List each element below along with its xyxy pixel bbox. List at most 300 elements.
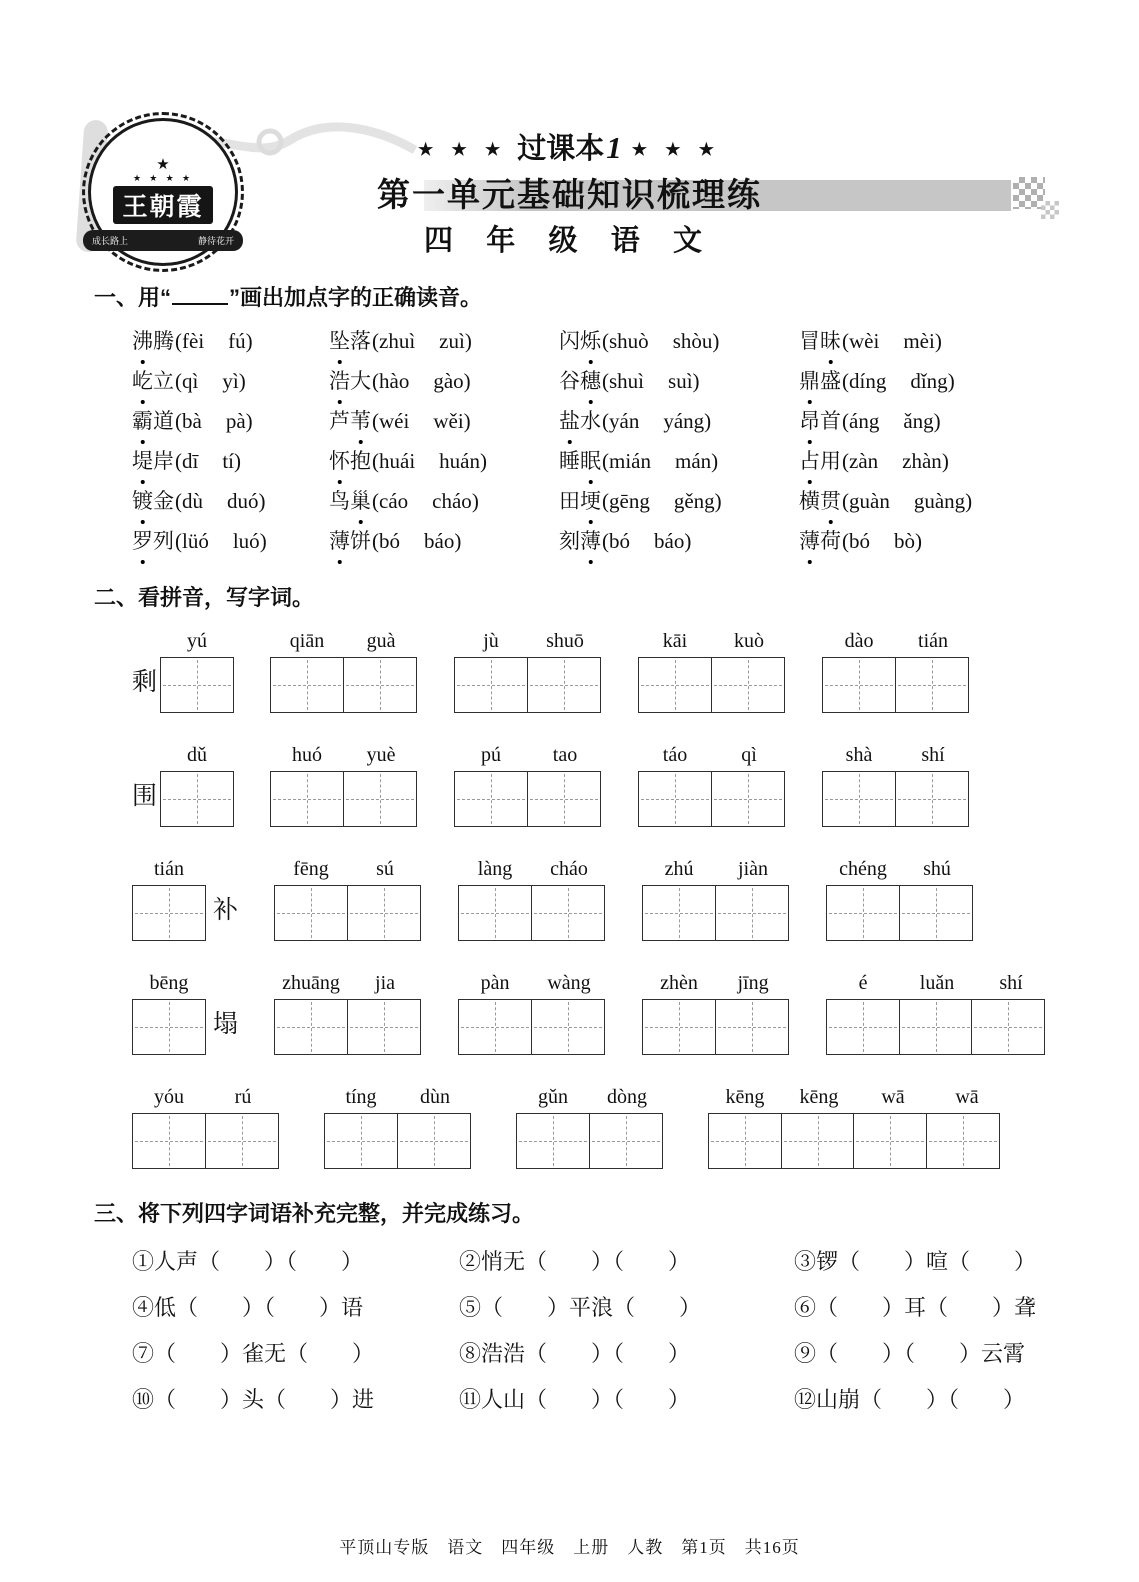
writing-boxes [160, 771, 234, 827]
pinyin-syllable: wā [955, 1086, 979, 1108]
pinyin-option-1: shuì [609, 369, 645, 393]
pinyin-syllable: tíng [345, 1086, 377, 1108]
section-one-header-suffix: ”画出加点字的正确读音。 [229, 285, 483, 310]
word-char: 烁 [580, 321, 601, 361]
word-char: 金 [153, 489, 174, 513]
pinyin-option-2: zhàn [902, 449, 942, 473]
word-char: 谷 [559, 369, 580, 393]
word-char: 鸟 [329, 489, 350, 513]
pinyin-option-1: wéi [379, 409, 410, 433]
writing-box [822, 657, 896, 713]
writing-boxes [274, 885, 422, 941]
word-char: 埂 [580, 481, 601, 521]
pinyin-syllable: tián [918, 630, 949, 652]
word-char: 沸 [132, 321, 153, 361]
writing-box [638, 657, 712, 713]
word-char: 睡 [559, 449, 580, 473]
pinyin-syllable: táo [662, 744, 688, 766]
pinyin-syllable: bēng [149, 972, 189, 994]
pinyin-choice-item [559, 441, 799, 481]
word-char: 盛 [820, 369, 841, 393]
pinyin-choice-item [559, 521, 799, 561]
word-char: 大 [350, 369, 371, 393]
pinyin-option-1: guàn [849, 489, 890, 513]
pinyin-option-1: fèi [182, 329, 205, 353]
pinyin-option-1: bó [379, 529, 400, 553]
word-char: 落 [350, 329, 371, 353]
writing-box [270, 657, 344, 713]
pinyin-options: (shuò shòu) [602, 329, 720, 353]
idiom-completion-item: ⑨（ ）（ ）云霄 [794, 1341, 1026, 1366]
pinyin-options: (bó bò) [842, 529, 922, 553]
pinyin-syllable: shà [845, 744, 873, 766]
pinyin-syllable: yóu [154, 1086, 184, 1108]
pinyin-option-1: yán [609, 409, 640, 433]
pinyin-option-2: bò [894, 529, 915, 553]
pinyin-option-1: shuò [609, 329, 649, 353]
writing-box [343, 771, 417, 827]
word-char: 薄 [580, 521, 601, 561]
pinyin-row [458, 971, 606, 996]
idiom-completion-item: ⑤（ ）平浪（ ） [459, 1295, 702, 1320]
writing-group [708, 1085, 1004, 1169]
pinyin-choice-item [132, 441, 329, 481]
section-three-header: 三、将下列四字词语补充完整，并完成练习。 [94, 1201, 535, 1226]
writing-group [458, 971, 606, 1055]
pinyin-choice-item [559, 401, 799, 441]
pinyin-choice-item [132, 521, 329, 561]
writing-box [781, 1113, 855, 1169]
word [559, 529, 601, 553]
writing-box [527, 657, 601, 713]
pinyin-writing-row [132, 857, 1045, 941]
pinyin-writing-row [132, 629, 1045, 713]
writing-box [160, 657, 234, 713]
pinyin-syllable: dǔ [187, 744, 208, 766]
pinyin-syllable: jiàn [738, 858, 769, 880]
writing-group [638, 629, 786, 713]
writing-group [822, 629, 970, 713]
writing-box [642, 999, 716, 1055]
idiom-completion-item: ⑫山崩（ ）（ ） [794, 1387, 1026, 1412]
pinyin-syllable: chéng [839, 858, 887, 880]
pinyin-syllable: tao [552, 744, 578, 766]
word-char: 芦 [329, 409, 350, 433]
writing-box [132, 885, 206, 941]
pinyin-syllable: kēng [725, 1086, 765, 1108]
pinyin-syllable: dòng [607, 1086, 647, 1108]
writing-group [826, 971, 1048, 1055]
word-char: 饼 [350, 529, 371, 553]
word [559, 409, 601, 433]
word [559, 369, 601, 393]
word-char: 腾 [153, 329, 174, 353]
word-char: 眠 [580, 441, 601, 481]
writing-boxes [458, 885, 606, 941]
pinyin-syllable: kuò [734, 630, 765, 652]
writing-group [458, 857, 606, 941]
word-char: 贯 [820, 481, 841, 521]
writing-boxes [638, 657, 786, 713]
word-char: 苇 [350, 401, 371, 441]
pinyin-option-2: cháo [432, 489, 472, 513]
word [329, 529, 371, 553]
pinyin-row [708, 1085, 1004, 1110]
blank-underline [172, 300, 228, 305]
writing-boxes [458, 999, 606, 1055]
writing-box [826, 999, 900, 1055]
word [329, 409, 371, 433]
writing-group [454, 629, 602, 713]
writing-group [454, 743, 602, 827]
writing-group [270, 629, 418, 713]
pinyin-syllable: wàng [547, 972, 591, 994]
unit-title: 第一单元基础知识梳理练 [377, 176, 762, 213]
pinyin-row [274, 971, 422, 996]
pinyin-options: (guàn guàng) [842, 489, 973, 513]
writing-boxes [454, 771, 602, 827]
pinyin-choice-item [559, 361, 799, 401]
word-char: 横 [799, 489, 820, 513]
pinyin-options: (wéi wěi) [372, 409, 471, 433]
pinyin-row [160, 629, 234, 654]
word-char: 田 [559, 489, 580, 513]
writing-boxes [132, 1113, 280, 1169]
writing-group [826, 857, 974, 941]
pinyin-syllable: fēng [293, 858, 329, 880]
pinyin-option-2: fú [228, 329, 246, 353]
writing-boxes [826, 999, 1048, 1055]
pinyin-option-2: huán [439, 449, 480, 473]
pinyin-syllable: luǎn [919, 972, 955, 994]
badge-ribbon [83, 230, 243, 251]
word-char: 怀 [329, 441, 350, 481]
given-character: 剩 [132, 669, 158, 696]
writing-box [899, 999, 973, 1055]
pinyin-option-2: yì [222, 369, 239, 393]
word [132, 529, 174, 553]
pinyin-option-2: pà [225, 409, 246, 433]
word-char: 列 [153, 529, 174, 553]
writing-box [527, 771, 601, 827]
word [559, 449, 601, 473]
pinyin-row [132, 857, 206, 882]
pinyin-option-1: zàn [849, 449, 879, 473]
pinyin-syllable: huó [292, 744, 323, 766]
pinyin-options: (zàn zhàn) [842, 449, 949, 473]
pinyin-option-1: qì [182, 369, 199, 393]
pinyin-option-2: suì [668, 369, 693, 393]
word-char: 昂 [799, 401, 820, 441]
word-char: 抱 [350, 449, 371, 473]
writing-boxes [274, 999, 422, 1055]
pinyin-option-2: zuì [439, 329, 465, 353]
word-char: 岸 [153, 449, 174, 473]
pinyin-options: (bó báo) [372, 529, 462, 553]
writing-box [458, 885, 532, 941]
pinyin-option-1: cáo [379, 489, 409, 513]
pinyin-row [454, 629, 602, 654]
pinyin-syllable: qiān [289, 630, 325, 652]
idiom-completion-item: ③锣（ ）喧（ ） [794, 1249, 1037, 1274]
idiom-completion-item: ⑪人山（ ）（ ） [459, 1387, 691, 1412]
series-number: 1 [606, 130, 622, 165]
pinyin-syllable: yuè [366, 744, 396, 766]
writing-box [324, 1113, 398, 1169]
given-character: 围 [132, 783, 158, 810]
pinyin-row [642, 971, 790, 996]
pinyin-option-1: dī [182, 449, 199, 473]
writing-box [899, 885, 973, 941]
writing-group [274, 971, 422, 1055]
pinyin-options: (lüó luó) [175, 529, 267, 553]
writing-box [926, 1113, 1000, 1169]
pinyin-row [822, 743, 970, 768]
writing-boxes [270, 657, 418, 713]
pinyin-choice-item [329, 401, 559, 441]
badge-brand-name: 王朝霞 [113, 186, 212, 224]
pinyin-syllable: kāi [662, 630, 688, 652]
pinyin-syllable: kēng [799, 1086, 839, 1108]
word [559, 489, 601, 513]
pinyin-row [638, 629, 786, 654]
idiom-completion-item: ④低（ ）（ ）语 [132, 1295, 364, 1320]
word [132, 409, 174, 433]
word [329, 329, 371, 353]
pinyin-syllable: zhú [664, 858, 694, 880]
writing-box [132, 1113, 206, 1169]
pinyin-choice-item [799, 361, 1045, 401]
writing-group [132, 1085, 280, 1169]
pinyin-option-2: gào [433, 369, 464, 393]
badge-star-icon: ★ [156, 156, 170, 173]
word-char: 荷 [820, 529, 841, 553]
writing-group [642, 971, 790, 1055]
writing-group [132, 857, 238, 941]
pinyin-options: (fèi fú) [175, 329, 253, 353]
writing-box [642, 885, 716, 941]
pinyin-option-1: zhuì [379, 329, 416, 353]
word-char: 道 [153, 409, 174, 433]
writing-boxes [642, 885, 790, 941]
writing-box [895, 771, 969, 827]
writing-boxes [324, 1113, 472, 1169]
pinyin-options: (qì yì) [175, 369, 246, 393]
writing-box [708, 1113, 782, 1169]
pinyin-options: (gēng gěng) [602, 489, 722, 513]
writing-box [270, 771, 344, 827]
idiom-completion-item: ⑩（ ）头（ ）进 [132, 1387, 375, 1412]
word-char: 闪 [559, 329, 580, 353]
idiom-completion-item: ②悄无（ ）（ ） [459, 1249, 691, 1274]
pinyin-syllable: rú [234, 1086, 252, 1108]
pinyin-row [270, 629, 418, 654]
writing-group [132, 743, 234, 827]
badge-ribbon-right-text: 静待花开 [197, 236, 234, 246]
writing-box [274, 999, 348, 1055]
writing-box [458, 999, 532, 1055]
pinyin-row [132, 971, 206, 996]
given-character: 塌 [213, 1011, 239, 1038]
writing-box [826, 885, 900, 941]
word [329, 369, 371, 393]
pinyin-option-2: dǐng [910, 369, 948, 393]
pinyin-option-2: guàng [913, 489, 966, 513]
word-char: 堤 [132, 441, 153, 481]
word-char: 昧 [820, 321, 841, 361]
writing-box [895, 657, 969, 713]
writing-box [822, 771, 896, 827]
word-char: 薄 [329, 521, 350, 561]
writing-box [397, 1113, 471, 1169]
word-char: 用 [820, 449, 841, 473]
pinyin-writing-row [132, 1085, 1045, 1169]
publisher-badge [88, 118, 238, 266]
pinyin-option-2: luó [232, 529, 260, 553]
pinyin-options: (dī tí) [175, 449, 242, 473]
section-two-rows [132, 629, 1045, 1169]
writing-box [132, 999, 206, 1055]
writing-box [274, 885, 348, 941]
pinyin-syllable: gǔn [538, 1086, 568, 1108]
pinyin-options: (shuì suì) [602, 369, 700, 393]
pinyin-options: (wèi mèi) [842, 329, 942, 353]
pinyin-options: (zhuì zuì) [372, 329, 472, 353]
word-char: 巢 [350, 481, 371, 521]
pinyin-option-2: tí [222, 449, 235, 473]
pinyin-options: (yán yáng) [602, 409, 712, 433]
pinyin-syllable: é [858, 972, 868, 994]
pinyin-syllable: zhuāng [282, 972, 340, 994]
word [799, 529, 841, 553]
pinyin-option-2: yáng [663, 409, 705, 433]
pinyin-choice-item [799, 481, 1045, 521]
writing-boxes [822, 657, 970, 713]
word [132, 329, 174, 353]
writing-group [638, 743, 786, 827]
section-one-grid [132, 321, 1045, 561]
pinyin-syllable: cháo [550, 858, 588, 880]
pinyin-option-2: duó [227, 489, 259, 513]
writing-group [516, 1085, 664, 1169]
pinyin-option-1: lüó [182, 529, 209, 553]
writing-box [531, 999, 605, 1055]
pinyin-option-1: huái [379, 449, 416, 473]
pinyin-syllable: dùn [420, 1086, 450, 1108]
writing-group [324, 1085, 472, 1169]
pinyin-syllable: pàn [480, 972, 510, 994]
given-character: 补 [213, 897, 239, 924]
section-one-header [94, 283, 1045, 313]
pinyin-options: (díng dǐng) [842, 369, 955, 393]
pinyin-option-1: bó [609, 529, 630, 553]
writing-box [589, 1113, 663, 1169]
pinyin-option-1: wèi [849, 329, 880, 353]
writing-boxes [642, 999, 790, 1055]
page-footer: 平顶山专版 语文 四年级 上册 人教 第1页 共16页 [339, 1538, 800, 1557]
pinyin-option-2: gěng [673, 489, 715, 513]
badge-ribbon-left-text: 成长路上 [92, 236, 129, 246]
word-char: 罗 [132, 521, 153, 561]
pinyin-options: (bó báo) [602, 529, 692, 553]
pinyin-syllable: wā [881, 1086, 905, 1108]
pinyin-syllable: tián [154, 858, 184, 880]
word-char: 霸 [132, 401, 153, 441]
writing-boxes [270, 771, 418, 827]
pinyin-options: (mián mán) [602, 449, 719, 473]
pinyin-choice-item [329, 481, 559, 521]
section-two-header: 二、看拼音，写字词。 [94, 585, 315, 610]
writing-boxes [708, 1113, 1004, 1169]
pinyin-row [454, 743, 602, 768]
writing-box [531, 885, 605, 941]
pinyin-option-1: bà [182, 409, 202, 433]
pinyin-choice-item [559, 481, 799, 521]
word-char: 首 [820, 409, 841, 433]
pinyin-syllable: sú [376, 858, 394, 880]
badge-stars-row: ★ ★ ★ ★ [132, 172, 194, 183]
pinyin-option-2: báo [654, 529, 685, 553]
pinyin-syllable: làng [477, 858, 513, 880]
writing-box [205, 1113, 279, 1169]
word-char: 薄 [799, 521, 820, 561]
pinyin-choice-item [132, 401, 329, 441]
pinyin-writing-row [132, 743, 1045, 827]
pinyin-option-1: dù [182, 489, 203, 513]
pinyin-row [458, 857, 606, 882]
pinyin-option-1: bó [849, 529, 870, 553]
pinyin-syllable: zhèn [660, 972, 698, 994]
pinyin-choice-item [132, 361, 329, 401]
writing-box [715, 885, 789, 941]
word-char: 刻 [559, 529, 580, 553]
writing-box [347, 885, 421, 941]
word [799, 409, 841, 433]
word [799, 449, 841, 473]
pinyin-syllable: dào [844, 630, 874, 652]
pinyin-choice-item [132, 481, 329, 521]
section-three-grid [132, 1239, 1045, 1423]
writing-boxes [516, 1113, 664, 1169]
pinyin-row [324, 1085, 472, 1110]
pinyin-option-1: mián [609, 449, 651, 473]
series-name: 过课本 [517, 133, 605, 165]
word [559, 329, 601, 353]
word-char: 冒 [799, 329, 820, 353]
word-char: 屹 [132, 361, 153, 401]
writing-boxes [822, 771, 970, 827]
word [132, 489, 174, 513]
pinyin-syllable: guà [366, 630, 396, 652]
pinyin-choice-item [329, 521, 559, 561]
pinyin-option-2: ǎng [903, 409, 934, 433]
pinyin-syllable: jīng [737, 972, 769, 994]
writing-box [638, 771, 712, 827]
pinyin-options: (áng ǎng) [842, 409, 941, 433]
pinyin-option-2: wěi [433, 409, 464, 433]
pinyin-option-2: mèi [903, 329, 935, 353]
pinyin-syllable: shú [923, 858, 951, 880]
writing-box [343, 657, 417, 713]
idiom-completion-item: ⑦（ ）雀无（ ） [132, 1341, 375, 1366]
writing-box [454, 657, 528, 713]
pinyin-options: (dù duó) [175, 489, 266, 513]
word-char: 穗 [580, 361, 601, 401]
word-char: 立 [153, 369, 174, 393]
grade-subject-title: 四 年 级 语 文 [423, 225, 715, 257]
pinyin-syllable: yú [187, 630, 208, 652]
writing-box [516, 1113, 590, 1169]
